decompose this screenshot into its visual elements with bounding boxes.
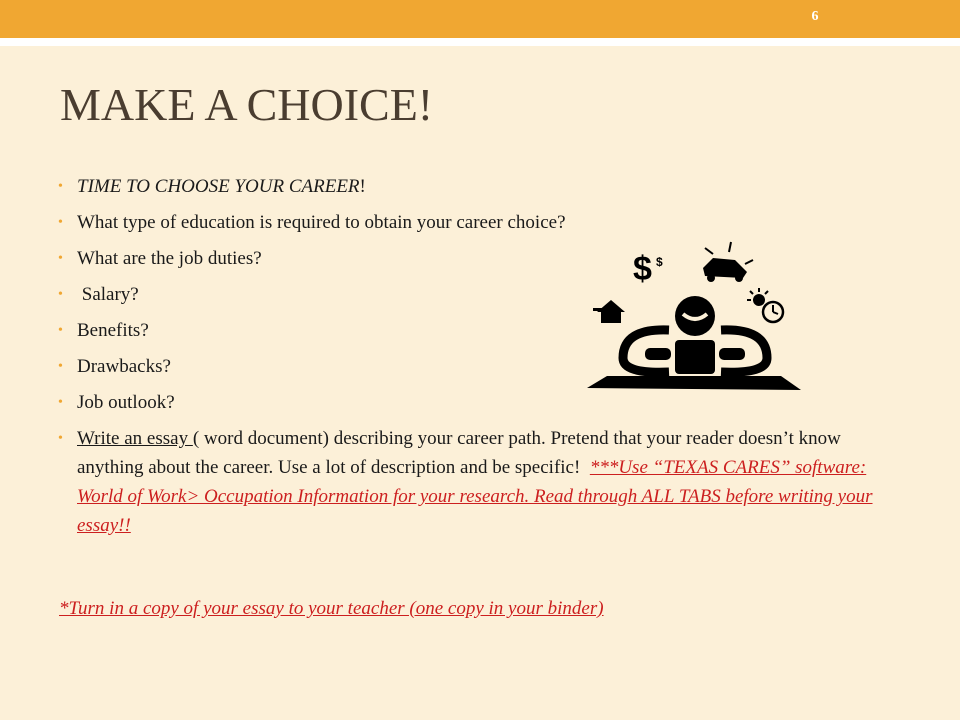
bullet-write-essay <box>58 424 877 540</box>
small-dollar-icon: $ <box>656 255 663 269</box>
slide-number: 6 <box>811 9 819 24</box>
sun-ray <box>765 291 768 294</box>
bullet-text: What are the job duties? <box>77 248 262 269</box>
dollar-icon: $ <box>633 250 652 288</box>
bullet-text: Drawbacks? <box>77 356 171 377</box>
car-motion-line <box>705 248 713 254</box>
car-wheel-shape <box>735 274 743 282</box>
house-eave-shape <box>593 308 603 311</box>
left-hand-shape <box>645 348 671 360</box>
bullet-choose-career <box>58 172 878 201</box>
stressed-person-at-desk-icon <box>583 240 805 395</box>
house-icon <box>601 311 621 323</box>
bullet-text: Benefits? <box>77 320 149 341</box>
write-essay-link[interactable]: Write an essay <box>77 428 193 449</box>
sun-icon <box>753 294 765 306</box>
bullet-text: Salary? <box>77 284 139 305</box>
bullet-text: What type of education is required to obtain your career choice? <box>77 212 566 233</box>
top-bar-divider <box>0 38 960 46</box>
body-shape <box>675 340 715 374</box>
slide-title: MAKE A CHOICE! <box>60 79 434 130</box>
essay-description: ( word document) describing your career path. Pretend that your reader doesn’t know anything about the career. Use a lot of description and be specific! <box>77 428 846 478</box>
texas-cares-note[interactable]: ***Use “TEXAS CARES” software: World of Work> Occupation Information for your research. Read through ALL TABS before writing your essay!! <box>77 457 873 536</box>
head-shape <box>675 296 715 336</box>
bullet-text: TIME TO CHOOSE YOUR CAREER <box>77 176 360 197</box>
car-motion-line <box>745 260 753 264</box>
car-motion-line <box>729 242 731 252</box>
clock-hand <box>773 312 778 314</box>
desk-shape <box>587 376 801 390</box>
bullet-suffix: ! <box>359 176 366 197</box>
sun-ray <box>750 291 753 294</box>
car-wheel-shape <box>707 274 715 282</box>
bullet-text: Job outlook? <box>77 392 175 413</box>
right-hand-shape <box>719 348 745 360</box>
bullet-education <box>58 208 878 237</box>
turn-in-note[interactable]: *Turn in a copy of your essay to your teacher (one copy in your binder) <box>59 598 604 619</box>
